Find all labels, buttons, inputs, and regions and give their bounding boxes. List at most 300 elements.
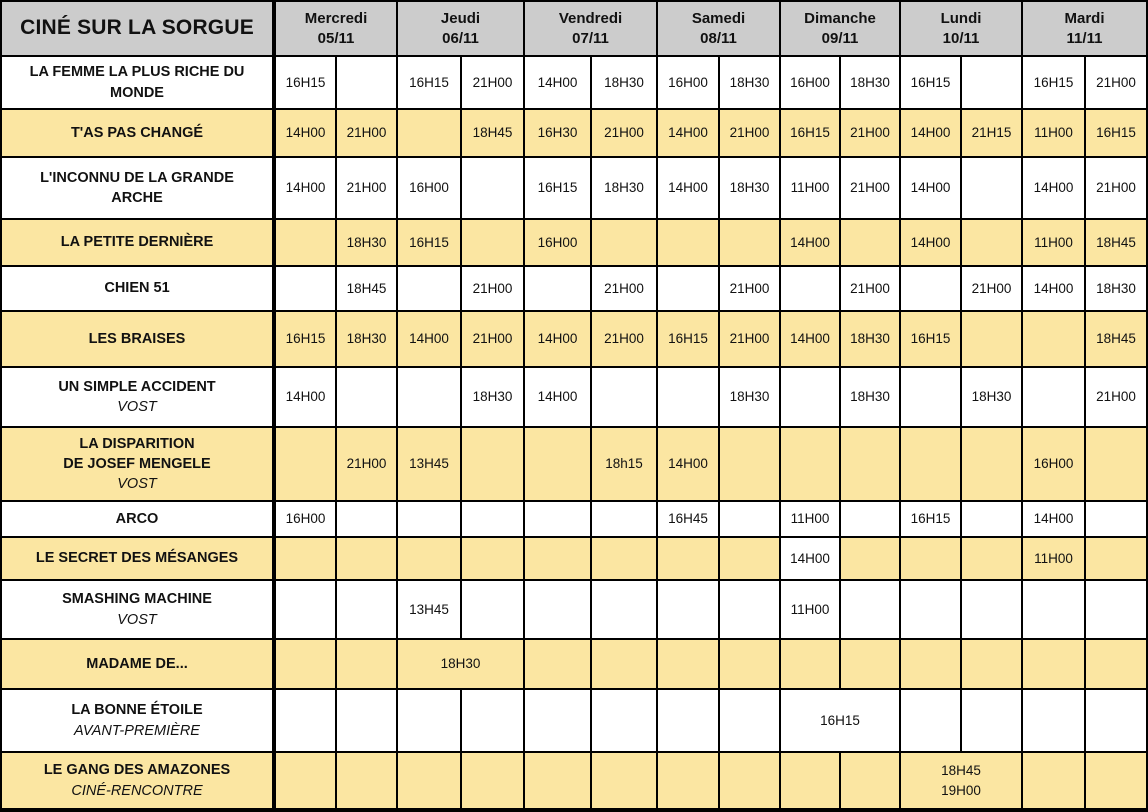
- showtime-cell: [276, 502, 335, 536]
- showtime-cell: [781, 57, 839, 108]
- showtime-cell: [398, 57, 460, 108]
- showtime-cell: [720, 368, 779, 426]
- showtime: 18H30: [604, 180, 644, 196]
- showtime-cell: [276, 640, 335, 688]
- day-date: 10/11: [942, 29, 980, 47]
- film-title-cell: [2, 158, 272, 218]
- showtime-cell: [592, 753, 656, 808]
- showtime-cell: [398, 110, 460, 156]
- showtime-cell: [1086, 312, 1146, 366]
- day-name: Lundi: [940, 10, 982, 27]
- showtime: 21H00: [729, 125, 770, 141]
- showtime: 14H00: [910, 234, 951, 250]
- day-header-3: [658, 2, 779, 55]
- day-date: 05/11: [317, 29, 355, 47]
- showtime-cell: [1023, 753, 1084, 808]
- showtime-cell: [658, 753, 718, 808]
- showtime: 16H00: [409, 180, 449, 196]
- showtime-cell: [337, 581, 396, 638]
- showtime: 21H00: [604, 125, 644, 141]
- showtime-cell: [1023, 220, 1084, 265]
- showtime-cell: [1086, 428, 1146, 500]
- showtime-cell: [525, 428, 590, 500]
- film-title-cell: [2, 110, 272, 156]
- film-title: LES BRAISES: [88, 330, 186, 347]
- showtime: 18H30: [850, 74, 890, 90]
- showtime-cell: [841, 267, 899, 310]
- showtime: 21H00: [1096, 180, 1136, 196]
- film-title: MONDE: [110, 84, 164, 101]
- showtime-cell: [592, 690, 656, 751]
- showtime-cell: [525, 581, 590, 638]
- showtime: 21H00: [346, 125, 387, 141]
- showtime: 18H30: [440, 656, 481, 672]
- showtime-cell: [592, 640, 656, 688]
- showtime-cell: [901, 57, 960, 108]
- showtime: 16H15: [409, 74, 449, 90]
- showtime: 16H15: [285, 331, 326, 347]
- showtime-cell: [841, 368, 899, 426]
- showtime-cell: [592, 312, 656, 366]
- showtime: 18H45: [1096, 331, 1136, 347]
- showtime-cell: [276, 428, 335, 500]
- showtime-cell: [462, 368, 523, 426]
- showtime: 18H45: [472, 125, 513, 141]
- showtime: 11H00: [1034, 234, 1073, 250]
- showtime-cell: [781, 267, 839, 310]
- showtime-cell: [962, 368, 1021, 426]
- film-title-cell: [2, 640, 272, 688]
- showtime: 11H00: [1034, 125, 1073, 141]
- showtime-cell: [337, 753, 396, 808]
- showtime: 16H15: [790, 125, 830, 141]
- showtime-cell: [398, 428, 460, 500]
- showtime-cell: [398, 538, 460, 579]
- showtime: 16H15: [285, 74, 326, 90]
- showtime-cell: [398, 753, 460, 808]
- showtime-cell: [1086, 267, 1146, 310]
- day-date: 09/11: [821, 29, 859, 47]
- showtime: 21H00: [729, 331, 770, 347]
- showtime-cell: [1023, 581, 1084, 638]
- showtime: 14H00: [668, 125, 708, 141]
- showtime-cell: [720, 428, 779, 500]
- showtime: 14H00: [910, 125, 951, 141]
- film-title: CHIEN 51: [104, 280, 170, 297]
- showtime: 11H00: [1034, 550, 1073, 566]
- showtime-cell: [525, 312, 590, 366]
- showtime-cell: [1086, 57, 1146, 108]
- showtime-cell: [658, 538, 718, 579]
- showtime-cell: [901, 581, 960, 638]
- showtime-cell: [462, 57, 523, 108]
- showtime-cell: [1023, 110, 1084, 156]
- showtime: 14H00: [668, 180, 708, 196]
- film-title: LA DISPARITION: [79, 435, 195, 452]
- showtime: 21H00: [1096, 74, 1136, 90]
- showtime-cell: [276, 690, 335, 751]
- showtime: 16H00: [1033, 456, 1074, 472]
- showtime: 21H00: [472, 74, 513, 90]
- showtime: 18H30: [971, 389, 1012, 405]
- showtime: 21H00: [1096, 389, 1136, 405]
- showtime: 21H00: [850, 180, 890, 196]
- showtime: 13H45: [409, 601, 449, 617]
- showtime-cell: [720, 502, 779, 536]
- showtime-cell: [841, 158, 899, 218]
- showtime: 18H30: [346, 331, 387, 347]
- film-subtitle: VOST: [117, 611, 157, 628]
- showtime: 14H00: [537, 74, 578, 90]
- showtime-cell: [841, 538, 899, 579]
- showtime-cell: [841, 581, 899, 638]
- showtime-cell: [276, 753, 335, 808]
- showtime: 16H15: [668, 331, 708, 347]
- film-title: L'INCONNU DE LA GRANDE: [40, 169, 234, 186]
- showtime-cell: [720, 220, 779, 265]
- showtime: 18H45: [941, 762, 981, 778]
- showtime-cell: [1086, 538, 1146, 579]
- film-title: T'AS PAS CHANGÉ: [70, 124, 204, 141]
- showtime-cell: [462, 502, 523, 536]
- showtime-cell: [525, 538, 590, 579]
- showtime-cell: [337, 428, 396, 500]
- showtime: 21H00: [472, 331, 513, 347]
- showtime-cell: [462, 538, 523, 579]
- showtime: 16H15: [1096, 125, 1136, 141]
- showtime-cell: [462, 110, 523, 156]
- showtime-cell: [462, 267, 523, 310]
- showtime: 21H00: [971, 280, 1012, 296]
- showtime-cell: [276, 158, 335, 218]
- showtime-cell: [1086, 220, 1146, 265]
- showtime-cell: [658, 428, 718, 500]
- showtime: 16H15: [820, 712, 860, 728]
- showtime-cell: [337, 312, 396, 366]
- showtime: 18H45: [346, 280, 387, 296]
- showtime-cell: [781, 640, 839, 688]
- showtime-cell: [962, 267, 1021, 310]
- showtime: 18H30: [472, 389, 513, 405]
- showtime: 11H00: [790, 511, 830, 527]
- showtime-cell: [337, 267, 396, 310]
- showtime-cell: [781, 110, 839, 156]
- showtime-cell-merged: [901, 753, 1021, 808]
- film-title: ARCO: [115, 510, 159, 527]
- showtime-cell: [592, 581, 656, 638]
- showtime: 11H00: [790, 180, 830, 196]
- showtime-cell-merged: [781, 690, 899, 751]
- showtime-cell: [398, 220, 460, 265]
- day-header-0: [276, 2, 396, 55]
- day-name: Dimanche: [804, 10, 876, 27]
- showtime-cell: [962, 110, 1021, 156]
- showtime-cell: [901, 640, 960, 688]
- showtime-cell: [720, 690, 779, 751]
- showtime: 13H45: [409, 456, 449, 472]
- showtime-cell: [525, 640, 590, 688]
- showtime-cell: [962, 312, 1021, 366]
- showtime-cell: [658, 502, 718, 536]
- showtime-cell: [592, 502, 656, 536]
- showtime-cell: [337, 538, 396, 579]
- showtime-cell: [592, 368, 656, 426]
- film-title: LE GANG DES AMAZONES: [43, 762, 231, 779]
- showtime-cell: [901, 220, 960, 265]
- showtime-cell: [841, 640, 899, 688]
- showtime: 16H15: [910, 511, 951, 527]
- day-name: Samedi: [691, 10, 746, 27]
- showtime: 18H30: [729, 180, 770, 196]
- showtime-cell: [1023, 267, 1084, 310]
- showtime-cell: [781, 312, 839, 366]
- showtime: 14H00: [537, 331, 578, 347]
- showtime-cell: [276, 220, 335, 265]
- showtime-cell: [962, 690, 1021, 751]
- showtime-cell: [901, 690, 960, 751]
- showtime-cell: [276, 581, 335, 638]
- showtime-cell: [337, 57, 396, 108]
- day-header-1: [398, 2, 523, 55]
- film-subtitle: AVANT-PREMIÈRE: [74, 722, 200, 739]
- film-title-cell: [2, 57, 272, 108]
- showtime: 14H00: [537, 389, 578, 405]
- showtime-cell: [720, 57, 779, 108]
- showtime-cell: [962, 538, 1021, 579]
- showtime-cell: [658, 312, 718, 366]
- showtime-cell: [337, 690, 396, 751]
- showtime-cell-merged: [398, 640, 523, 688]
- film-title-cell: [2, 220, 272, 265]
- showtime: 21H00: [604, 280, 644, 296]
- showtime: 21H00: [346, 180, 387, 196]
- showtime-cell: [962, 158, 1021, 218]
- showtime-cell: [337, 158, 396, 218]
- showtime-cell: [962, 640, 1021, 688]
- film-title: LA PETITE DERNIÈRE: [60, 234, 214, 251]
- showtime-cell: [841, 502, 899, 536]
- showtime: 14H00: [668, 456, 708, 472]
- showtime-cell: [841, 57, 899, 108]
- showtime-cell: [901, 428, 960, 500]
- showtime-cell: [781, 581, 839, 638]
- showtime-cell: [720, 110, 779, 156]
- showtime-cell: [720, 267, 779, 310]
- showtime-cell: [276, 368, 335, 426]
- showtime-cell: [276, 267, 335, 310]
- showtime: 16H00: [668, 74, 708, 90]
- showtime: 21H00: [346, 456, 387, 472]
- showtime-cell: [462, 690, 523, 751]
- showtime: 21H00: [729, 280, 770, 296]
- showtime: 14H00: [285, 180, 326, 196]
- showtime-cell: [398, 158, 460, 218]
- showtime-cell: [525, 110, 590, 156]
- showtime-cell: [1023, 57, 1084, 108]
- showtime-cell: [781, 368, 839, 426]
- showtime-cell: [398, 267, 460, 310]
- showtime-cell: [781, 428, 839, 500]
- showtime-cell: [658, 640, 718, 688]
- showtime-cell: [462, 312, 523, 366]
- day-date: 06/11: [442, 29, 479, 47]
- showtime-cell: [901, 538, 960, 579]
- showtime: 16H15: [910, 74, 951, 90]
- showtime-cell: [398, 368, 460, 426]
- film-title: UN SIMPLE ACCIDENT: [58, 378, 216, 395]
- showtime-cell: [398, 581, 460, 638]
- showtime: 16H15: [409, 234, 449, 250]
- showtime: 16H00: [790, 74, 830, 90]
- showtime: 21H00: [604, 331, 644, 347]
- showtime-cell: [462, 581, 523, 638]
- showtime-cell: [525, 57, 590, 108]
- showtime-cell: [525, 690, 590, 751]
- showtime-cell: [337, 502, 396, 536]
- showtime: 14H00: [285, 389, 326, 405]
- film-title: SMASHING MACHINE: [62, 591, 212, 608]
- showtime-cell: [658, 690, 718, 751]
- showtime: 14H00: [285, 125, 326, 141]
- film-subtitle: VOST: [117, 476, 157, 493]
- showtime-cell: [525, 502, 590, 536]
- showtime-cell: [1086, 368, 1146, 426]
- showtime-cell: [1023, 690, 1084, 751]
- showtime: 21H15: [971, 125, 1012, 141]
- showtime-cell: [781, 220, 839, 265]
- day-name: Mercredi: [304, 10, 368, 27]
- showtime-cell: [781, 753, 839, 808]
- showtime-cell: [525, 220, 590, 265]
- page-title: CINÉ SUR LA SORGUE: [2, 2, 272, 55]
- showtime-cell: [1086, 690, 1146, 751]
- showtime: 19H00: [941, 782, 981, 798]
- film-title-cell: [2, 267, 272, 310]
- showtime: 16H15: [910, 331, 951, 347]
- showtime-cell: [337, 368, 396, 426]
- showtime-cell: [720, 640, 779, 688]
- showtime-cell: [525, 368, 590, 426]
- film-subtitle: VOST: [117, 399, 157, 415]
- showtime-cell: [337, 110, 396, 156]
- showtime-cell: [462, 158, 523, 218]
- showtime-cell: [720, 158, 779, 218]
- showtime: 14H00: [790, 234, 830, 250]
- showtime-cell: [901, 267, 960, 310]
- showtime-cell: [962, 428, 1021, 500]
- showtime: 14H00: [1033, 180, 1074, 196]
- showtime: 18H30: [729, 389, 770, 405]
- showtime: 21H00: [472, 280, 513, 296]
- showtime-cell: [276, 312, 335, 366]
- showtime-cell: [720, 312, 779, 366]
- film-title-cell: [2, 368, 272, 426]
- showtime-cell: [525, 753, 590, 808]
- showtime: 18H30: [1096, 280, 1136, 296]
- showtime-cell: [337, 640, 396, 688]
- showtime-cell: [276, 538, 335, 579]
- showtime-cell: [658, 368, 718, 426]
- showtime-cell: [962, 57, 1021, 108]
- showtime-cell: [658, 158, 718, 218]
- showtime: 11H00: [790, 601, 830, 617]
- showtime: 14H00: [910, 180, 951, 196]
- showtime-cell: [1023, 158, 1084, 218]
- showtime-cell: [962, 581, 1021, 638]
- showtime-cell: [1023, 640, 1084, 688]
- showtime: 18H30: [729, 74, 770, 90]
- showtime-cell: [462, 220, 523, 265]
- showtime: 16H15: [537, 180, 578, 196]
- showtime-cell: [525, 267, 590, 310]
- showtime-cell: [462, 753, 523, 808]
- day-date: 08/11: [700, 29, 737, 47]
- film-title: ARCHE: [111, 190, 163, 206]
- showtime: 21H00: [850, 125, 890, 141]
- showtime-cell: [901, 158, 960, 218]
- showtime: 21H00: [850, 280, 890, 296]
- showtime: 16H00: [285, 511, 326, 527]
- showtime-cell: [1086, 640, 1146, 688]
- showtime-cell: [901, 110, 960, 156]
- day-name: Jeudi: [440, 10, 481, 27]
- film-title-cell: [2, 312, 272, 366]
- film-title-cell: [2, 538, 272, 579]
- film-title-cell: [2, 690, 272, 751]
- film-title: LA FEMME LA PLUS RICHE DU: [29, 64, 245, 81]
- showtime-cell: [398, 690, 460, 751]
- showtime-cell: [841, 428, 899, 500]
- showtime: 18H30: [850, 331, 890, 347]
- showtime: 14H00: [1033, 280, 1074, 296]
- showtime-cell: [592, 267, 656, 310]
- film-title-cell: [2, 428, 272, 500]
- day-header-2: [525, 2, 656, 55]
- showtime-cell: [841, 753, 899, 808]
- showtime-cell: [841, 312, 899, 366]
- showtime-cell: [592, 538, 656, 579]
- showtime-cell: [658, 110, 718, 156]
- showtime-cell: [398, 502, 460, 536]
- showtime: 16H15: [1033, 74, 1074, 90]
- showtime-cell: [781, 538, 839, 579]
- day-date: 11/11: [1066, 29, 1103, 47]
- showtime-cell: [1086, 753, 1146, 808]
- showtime: 14H00: [1033, 511, 1074, 527]
- showtime: 16H45: [668, 511, 708, 527]
- showtime-cell: [592, 158, 656, 218]
- showtime-cell: [841, 110, 899, 156]
- film-title-cell: [2, 753, 272, 808]
- day-name: Vendredi: [558, 10, 623, 27]
- showtime-cell: [1023, 368, 1084, 426]
- day-header-4: [781, 2, 899, 55]
- film-title: LA BONNE ÉTOILE: [71, 702, 203, 719]
- showtime-cell: [720, 753, 779, 808]
- showtime-cell: [962, 502, 1021, 536]
- showtime-cell: [592, 57, 656, 108]
- day-date: 07/11: [572, 29, 609, 47]
- showtime-cell: [276, 110, 335, 156]
- showtime: 14H00: [790, 550, 830, 566]
- showtime-cell: [781, 502, 839, 536]
- showtime-cell: [962, 220, 1021, 265]
- showtime: 18h15: [605, 456, 643, 472]
- film-title: MADAME DE...: [86, 655, 188, 672]
- showtime-cell: [1023, 538, 1084, 579]
- showtime-cell: [901, 502, 960, 536]
- showtime: 14H00: [409, 331, 449, 347]
